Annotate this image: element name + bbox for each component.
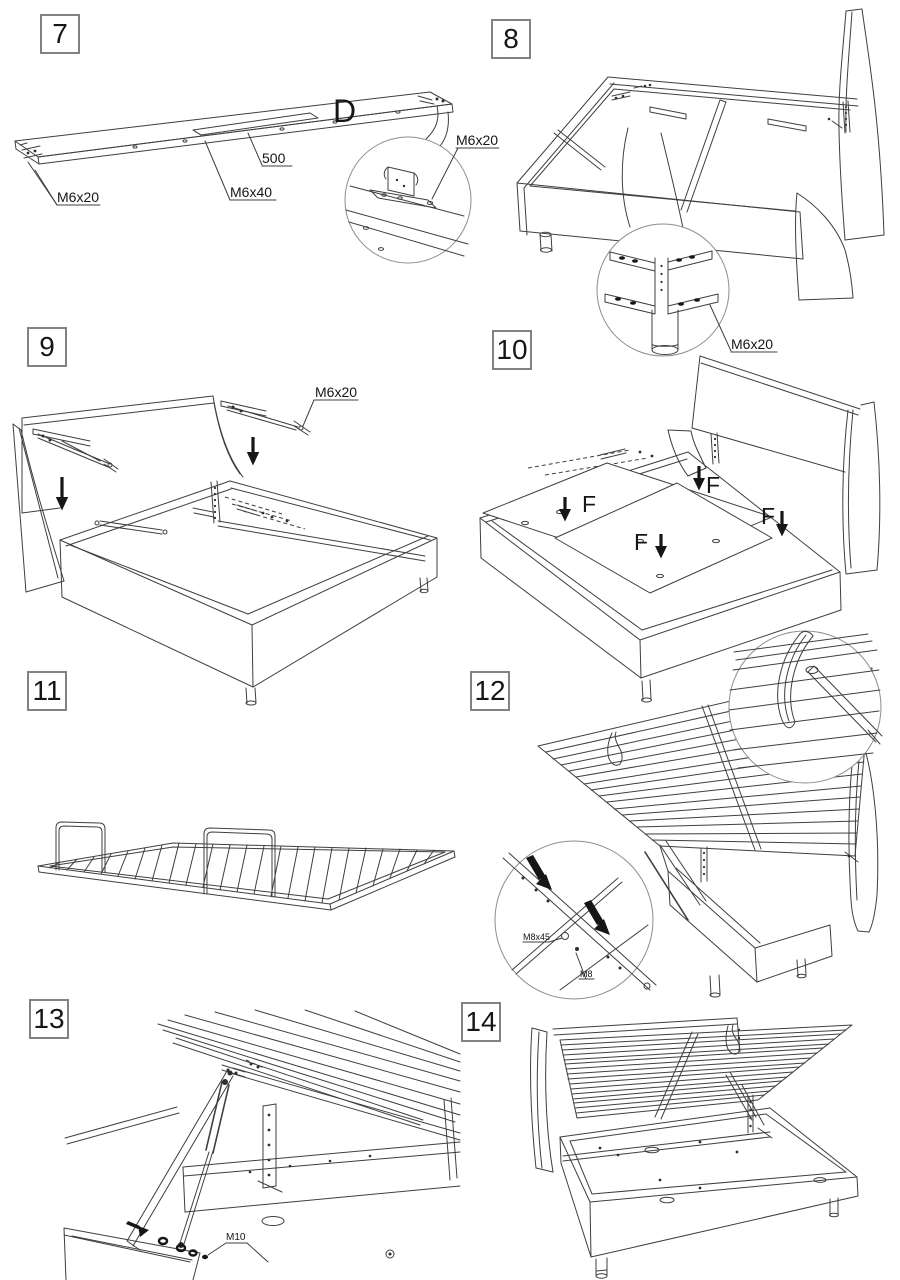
slats — [158, 1010, 460, 1140]
step-7-number: 7 — [40, 14, 80, 54]
step-11-number: 11 — [27, 671, 67, 711]
part-letter-label: D — [333, 93, 357, 129]
down-arrow — [776, 511, 788, 537]
panel-mark-f4: F — [761, 503, 776, 529]
step-13-number: 13 — [29, 999, 69, 1039]
down-arrow — [247, 437, 259, 466]
hardware-label-m6x20-detail: M6x20 — [731, 336, 774, 352]
step-10-number: 10 — [492, 330, 532, 370]
hardware-label-m10: M10 — [226, 1232, 246, 1243]
panel-mark-f3: F — [634, 529, 649, 555]
step-9-number: 9 — [27, 327, 67, 367]
hardware-label-m6x40: M6x40 — [230, 184, 273, 200]
panel-mark-f2: F — [706, 472, 721, 498]
hardware-label-m6x20-detail: M6x20 — [456, 132, 499, 148]
hardware-label-m8: M8 — [580, 969, 593, 979]
step-7-figure — [15, 92, 499, 263]
hardware-label-m6x20-left: M6x20 — [57, 189, 100, 205]
step-9-figure — [13, 384, 437, 705]
panel-mark-f1: F — [582, 491, 597, 517]
hardware-label-m8x45: M8x45 — [523, 932, 551, 942]
step-13-figure — [64, 1010, 460, 1280]
step-14-figure — [531, 1018, 858, 1278]
step-12-figure — [495, 631, 882, 999]
step-14-number: 14 — [461, 1002, 501, 1042]
step-11-figure — [38, 822, 455, 910]
hardware-label-m6x20: M6x20 — [315, 384, 358, 400]
step-12-number: 12 — [470, 671, 510, 711]
step-8-number: 8 — [491, 19, 531, 59]
step-8-figure — [517, 9, 884, 356]
down-arrow — [56, 477, 68, 511]
dimension-label: 500 — [262, 150, 286, 166]
slats — [561, 1030, 846, 1113]
